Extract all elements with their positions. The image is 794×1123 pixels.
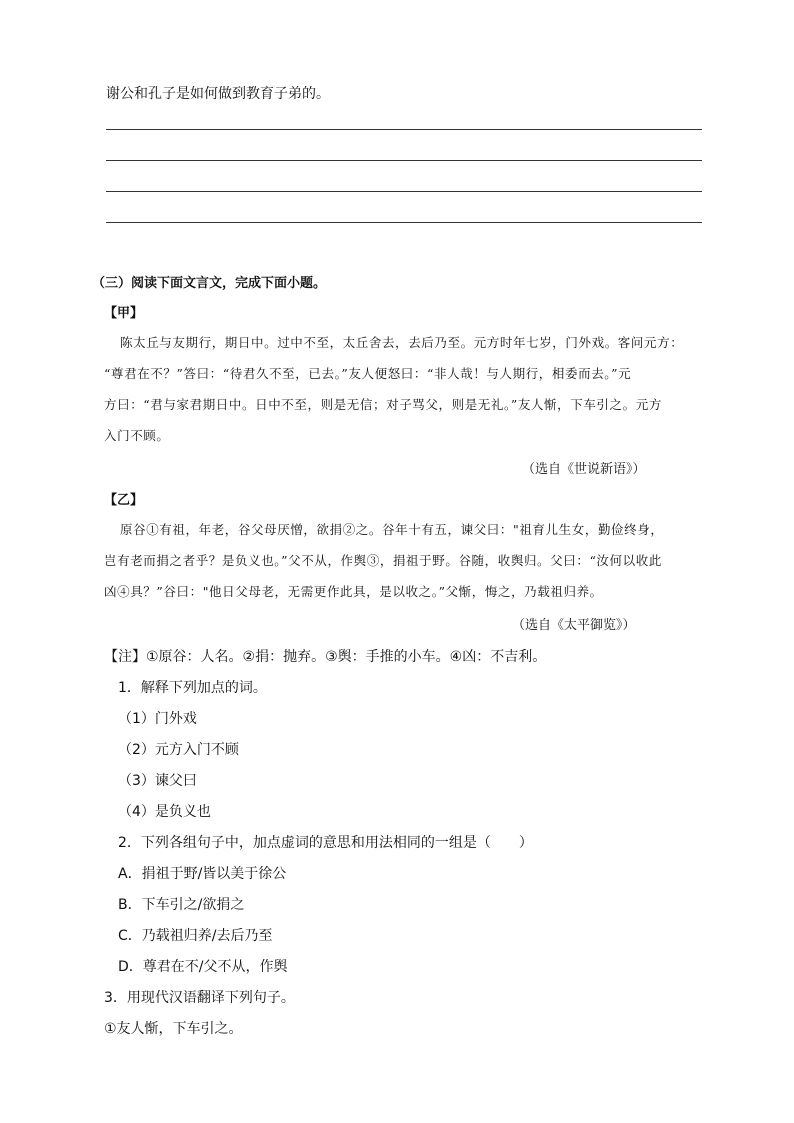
question-1-item: （1）门外戏 <box>118 711 197 727</box>
answer-line <box>106 222 702 223</box>
question-1-item: （4）是负义也 <box>118 804 211 820</box>
question-2-option-d: D．尊君在不/父不从，作舆 <box>118 959 288 975</box>
answer-line <box>106 191 702 192</box>
passage-jia-label: 【甲】 <box>104 306 144 321</box>
question-2-option-b: B．下车引之/欲捐之 <box>118 897 245 913</box>
question-1-item: （2）元方入门不顾 <box>118 742 239 758</box>
top-question: 谢公和孔子是如何做到教育子弟的。 <box>106 86 330 102</box>
question-1-stem: 1．解释下列加点的词。 <box>118 680 267 696</box>
passage-jia-line: 陈太丘与友期行，期日中。过中不至，太丘舍去，去后乃至。元方时年七岁，门外戏。客问元方： <box>120 335 684 350</box>
passage-yi-source: （选自《太平御览》） <box>512 618 636 633</box>
passage-jia-line: “尊君在不？”答曰：“待君久不至，已去。”友人便怒曰：“非人哉！与人期行，相委而去。”元 <box>104 366 632 381</box>
question-2-stem: 2．下列各组句子中，加点虚词的意思和用法相同的一组是（ ） <box>118 835 533 851</box>
question-3-item: ①友人惭，下车引之。 <box>104 1021 243 1037</box>
passage-yi-line: 岂有老而捐之者乎？是负义也。”父不从，作舆③，捐祖于野。谷随，收舆归。父曰：“汝何以收此 <box>104 553 662 568</box>
question-2-option-a: A．捐祖于野/皆以美于徐公 <box>118 866 287 882</box>
question-3-stem: 3．用现代汉语翻译下列句子。 <box>104 990 295 1006</box>
passage-jia-line: 入门不顾。 <box>104 428 170 443</box>
question-2-option-c: C．乃载祖归养/去后乃至 <box>118 928 273 944</box>
question-1-item: （3）谏父曰 <box>118 773 197 789</box>
passage-jia-line: 方曰：“君与家君期日中。日中不至，则是无信；对子骂父，则是无礼。”友人惭，下车引之。元方 <box>104 397 662 412</box>
answer-line <box>106 160 702 161</box>
answer-line <box>106 129 702 130</box>
passage-yi-line: 凶④具？”谷曰："他日父母老，无需更作此具，是以收之。”父惭，悔之，乃载祖归养。 <box>104 584 603 599</box>
passage-yi-line: 原谷①有祖，年老，谷父母厌憎，欲捐②之。谷年十有五，谏父曰："祖育儿生女，勤俭终身， <box>120 522 664 537</box>
passage-yi-label: 【乙】 <box>104 493 144 508</box>
section-heading: （三）阅读下面文言文，完成下面小题。 <box>92 276 327 291</box>
passage-jia-source: （选自《世说新语》） <box>522 462 646 477</box>
annotation-note: 【注】①原谷：人名。②捐：抛弃。③舆：手推的小车。④凶：不吉利。 <box>104 649 547 665</box>
